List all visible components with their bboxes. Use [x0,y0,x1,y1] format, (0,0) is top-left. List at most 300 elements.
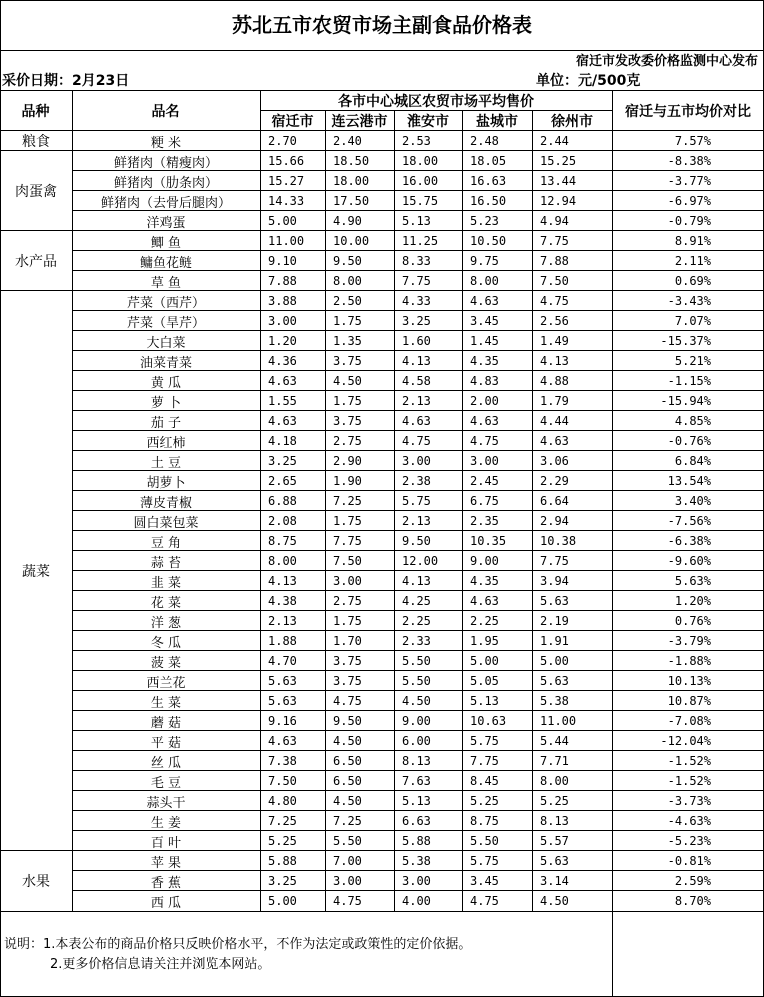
price-cell: 2.33 [402,634,431,648]
price-cell: 4.50 [333,734,362,748]
price-cell: 2.56 [540,314,569,328]
price-cell: 16.63 [470,174,507,188]
item-name: 芹菜（西芹） [126,295,205,311]
item-name: 鲜猪肉（肋条肉） [113,175,218,191]
item-name: 鲜猪肉（去骨后腿肉） [100,195,231,211]
compare-cell: -6.38% [667,534,711,548]
grid-line [72,350,764,351]
price-cell: 15.27 [268,174,305,188]
grid-line [72,710,764,711]
price-cell: 1.88 [268,634,297,648]
price-cell: 4.50 [333,794,362,808]
price-cell: 4.13 [402,354,431,368]
grid-line [72,890,764,891]
grid-line [72,550,764,551]
grid-line [72,770,764,771]
price-cell: 12.94 [540,194,577,208]
compare-cell: -3.73% [667,794,711,808]
price-cell: 2.19 [540,614,569,628]
price-cell: 2.13 [402,514,431,528]
price-cell: 5.88 [268,854,297,868]
price-cell: 5.75 [402,494,431,508]
grid-line [260,110,612,111]
item-name: 香 蕉 [150,875,182,891]
price-cell: 3.25 [268,874,297,888]
price-cell: 4.50 [402,694,431,708]
price-cell: 6.50 [333,774,362,788]
compare-cell: 2.11% [674,254,711,268]
price-cell: 2.40 [333,134,362,148]
price-cell: 7.00 [333,854,362,868]
price-cell: 4.13 [268,574,297,588]
price-cell: 8.00 [268,554,297,568]
category-cell: 水果 [22,874,50,890]
price-cell: 5.23 [470,214,499,228]
compare-cell: 5.21% [674,354,711,368]
price-cell: 6.63 [402,814,431,828]
price-cell: 8.75 [268,534,297,548]
price-cell: 2.94 [540,514,569,528]
price-cell: 4.38 [268,594,297,608]
price-cell: 1.75 [333,314,362,328]
note-line-1: 说明：1.本表公布的商品价格只反映价格水平，不作为法定或政策性的定价依据。 [4,937,472,952]
item-name: 鲜猪肉（精瘦肉） [113,155,218,171]
price-cell: 4.75 [540,294,569,308]
category-cell: 粮食 [22,134,50,150]
publisher-label: 宿迁市发改委价格监测中心发布 [575,54,758,69]
price-cell: 3.00 [402,874,431,888]
price-cell: 3.88 [268,294,297,308]
compare-cell: -5.23% [667,834,711,848]
compare-cell: -0.76% [667,434,711,448]
price-cell: 4.00 [402,894,431,908]
price-cell: 7.75 [402,274,431,288]
grid-line [72,590,764,591]
price-cell: 5.50 [470,834,499,848]
price-cell: 6.00 [402,734,431,748]
price-cell: 3.94 [540,574,569,588]
price-cell: 3.00 [268,314,297,328]
compare-cell: 0.76% [674,614,711,628]
price-cell: 8.45 [470,774,499,788]
grid-line [72,670,764,671]
price-cell: 1.35 [333,334,362,348]
price-cell: 8.13 [402,754,431,768]
price-cell: 4.70 [268,654,297,668]
price-cell: 1.91 [540,634,569,648]
price-cell: 9.50 [333,714,362,728]
compare-cell: -3.79% [667,634,711,648]
price-cell: 10.35 [470,534,507,548]
price-cell: 15.66 [268,154,305,168]
grid-line [72,450,764,451]
grid-line [72,730,764,731]
header-city: 徐州市 [551,113,593,130]
price-cell: 1.79 [540,394,569,408]
price-cell: 10.63 [470,714,507,728]
price-cell: 12.00 [402,554,439,568]
price-cell: 2.44 [540,134,569,148]
header-city: 淮安市 [407,113,449,130]
header-price-group: 各市中心城区农贸市场平均售价 [338,93,534,110]
price-cell: 7.25 [333,814,362,828]
price-cell: 5.75 [470,734,499,748]
price-cell: 4.63 [540,434,569,448]
price-cell: 2.25 [402,614,431,628]
price-cell: 8.00 [540,774,569,788]
price-cell: 4.83 [470,374,499,388]
item-name: 草 鱼 [150,275,182,291]
grid-line [0,850,764,851]
price-cell: 4.63 [470,594,499,608]
price-cell: 2.00 [470,394,499,408]
item-name: 芹菜（旱芹） [126,315,205,331]
grid-line [72,90,73,911]
price-cell: 2.38 [402,474,431,488]
item-name: 圆白菜包菜 [133,515,199,531]
price-cell: 5.13 [402,214,431,228]
header-category: 品种 [21,103,50,120]
price-cell: 7.75 [333,534,362,548]
grid-line [72,370,764,371]
price-cell: 5.13 [470,694,499,708]
grid-line [72,430,764,431]
compare-cell: -0.79% [667,214,711,228]
price-cell: 2.75 [333,594,362,608]
price-cell: 4.90 [333,214,362,228]
item-name: 西兰花 [146,675,186,691]
compare-cell: 0.69% [674,274,711,288]
grid-line [72,690,764,691]
price-cell: 3.75 [333,354,362,368]
price-cell: 3.75 [333,414,362,428]
price-cell: 1.95 [470,634,499,648]
item-name: 薄皮青椒 [139,495,192,511]
price-cell: 8.75 [470,814,499,828]
price-cell: 5.75 [470,854,499,868]
grid-line [72,630,764,631]
compare-cell: 1.20% [674,594,711,608]
grid-line [72,510,764,511]
price-cell: 2.53 [402,134,431,148]
price-cell: 4.58 [402,374,431,388]
grid-line [260,90,261,911]
price-cell: 2.65 [268,474,297,488]
price-cell: 5.50 [402,674,431,688]
price-cell: 3.14 [540,874,569,888]
item-name: 洋 葱 [150,615,182,631]
price-cell: 5.63 [540,594,569,608]
item-name: 洋鸡蛋 [146,215,186,231]
item-name: 冬 瓜 [150,635,182,651]
compare-cell: -15.37% [660,334,711,348]
price-cell: 5.63 [540,854,569,868]
price-cell: 5.38 [402,854,431,868]
price-cell: 7.25 [268,814,297,828]
compare-cell: 13.54% [667,474,711,488]
price-cell: 7.50 [268,774,297,788]
header-city: 宿迁市 [271,113,314,130]
item-name: 菠 菜 [150,655,182,671]
compare-cell: -1.52% [667,754,711,768]
price-cell: 5.88 [402,834,431,848]
price-cell: 4.33 [402,294,431,308]
compare-cell: 10.87% [667,694,711,708]
price-cell: 2.48 [470,134,499,148]
price-cell: 5.25 [470,794,499,808]
price-cell: 13.44 [540,174,577,188]
price-cell: 5.25 [268,834,297,848]
price-cell: 4.44 [540,414,569,428]
price-cell: 7.75 [540,554,569,568]
price-cell: 5.00 [268,214,297,228]
header-name: 品名 [151,103,180,120]
item-name: 蘑 菇 [150,715,182,731]
price-cell: 6.88 [268,494,297,508]
price-cell: 4.75 [470,434,499,448]
price-cell: 3.75 [333,674,362,688]
grid-line [72,490,764,491]
compare-cell: 7.57% [674,134,711,148]
sheet-title: 苏北五市农贸市场主副食品价格表 [232,13,532,37]
price-cell: 15.25 [540,154,577,168]
price-cell: 1.60 [402,334,431,348]
item-name: 萝 卜 [150,395,182,411]
compare-cell: -1.88% [667,654,711,668]
price-cell: 2.13 [402,394,431,408]
price-cell: 5.00 [540,654,569,668]
price-cell: 2.70 [268,134,297,148]
price-cell: 7.38 [268,754,297,768]
price-cell: 5.25 [540,794,569,808]
compare-cell: 8.91% [674,234,711,248]
grid-line [72,750,764,751]
price-cell: 4.13 [540,354,569,368]
grid-line [72,870,764,871]
price-cell: 3.75 [333,654,362,668]
price-cell: 3.06 [540,454,569,468]
grid-line [72,610,764,611]
item-name: 丝 瓜 [150,755,182,771]
price-cell: 1.70 [333,634,362,648]
item-name: 韭 菜 [150,575,182,591]
price-cell: 5.00 [470,654,499,668]
grid-line [72,650,764,651]
price-cell: 14.33 [268,194,305,208]
category-cell: 肉蛋禽 [15,184,57,200]
grid-line [72,790,764,791]
price-cell: 4.35 [470,574,499,588]
price-cell: 4.63 [470,294,499,308]
price-cell: 8.33 [402,254,431,268]
grid-line [0,50,764,51]
price-cell: 9.75 [470,254,499,268]
price-cell: 3.00 [333,574,362,588]
price-cell: 9.10 [268,254,297,268]
item-name: 胡萝卜 [146,475,186,491]
item-name: 生 菜 [150,695,182,711]
price-cell: 2.90 [333,454,362,468]
grid-line [72,810,764,811]
price-cell: 9.50 [402,534,431,548]
item-name: 毛 豆 [150,775,182,791]
price-cell: 18.00 [333,174,370,188]
item-name: 大白菜 [146,335,186,351]
price-cell: 9.16 [268,714,297,728]
price-cell: 7.50 [333,554,362,568]
grid-line [462,110,463,911]
survey-date: 采价日期：2月23日 [2,73,130,89]
price-cell: 3.00 [470,454,499,468]
item-name: 蒜头干 [146,795,186,811]
price-cell: 5.57 [540,834,569,848]
compare-cell: -7.08% [667,714,711,728]
compare-cell: 2.59% [674,874,711,888]
price-cell: 4.80 [268,794,297,808]
compare-cell: -4.63% [667,814,711,828]
compare-cell: -0.81% [667,854,711,868]
price-cell: 18.50 [333,154,370,168]
price-cell: 2.75 [333,434,362,448]
item-name: 茄 子 [150,415,182,431]
grid-line [72,190,764,191]
price-cell: 10.50 [470,234,507,248]
price-cell: 4.35 [470,354,499,368]
compare-cell: -3.77% [667,174,711,188]
item-name: 油菜青菜 [139,355,192,371]
price-cell: 6.50 [333,754,362,768]
compare-cell: 4.85% [674,414,711,428]
price-cell: 5.05 [470,674,499,688]
price-cell: 3.25 [268,454,297,468]
item-name: 生 姜 [150,815,182,831]
price-cell: 15.75 [402,194,439,208]
compare-cell: -15.94% [660,394,711,408]
price-cell: 8.13 [540,814,569,828]
item-name: 百 叶 [150,835,182,851]
price-cell: 9.00 [402,714,431,728]
grid-line [72,390,764,391]
compare-cell: -1.52% [667,774,711,788]
price-cell: 6.75 [470,494,499,508]
price-cell: 4.88 [540,374,569,388]
category-cell: 蔬菜 [22,564,50,580]
price-cell: 4.63 [268,374,297,388]
compare-cell: -9.60% [667,554,711,568]
price-cell: 16.50 [470,194,507,208]
price-cell: 1.20 [268,334,297,348]
price-cell: 7.75 [470,754,499,768]
price-cell: 4.75 [333,694,362,708]
grid-line [0,0,764,1]
grid-line [325,110,326,911]
item-name: 粳 米 [150,135,182,151]
price-cell: 5.50 [333,834,362,848]
price-cell: 11.25 [402,234,439,248]
price-cell: 2.08 [268,514,297,528]
compare-cell: 3.40% [674,494,711,508]
grid-line [72,310,764,311]
grid-line [0,290,764,291]
item-name: 黄 瓜 [150,375,182,391]
grid-line [72,410,764,411]
price-cell: 7.25 [333,494,362,508]
price-cell: 3.00 [402,454,431,468]
grid-line [72,830,764,831]
price-cell: 4.63 [268,734,297,748]
compare-cell: -1.15% [667,374,711,388]
price-cell: 1.45 [470,334,499,348]
price-cell: 11.00 [268,234,305,248]
compare-cell: 5.63% [674,574,711,588]
price-cell: 4.36 [268,354,297,368]
price-cell: 2.13 [268,614,297,628]
price-cell: 1.55 [268,394,297,408]
compare-cell: 7.07% [674,314,711,328]
price-cell: 4.50 [333,374,362,388]
item-name: 花 菜 [150,595,182,611]
grid-line [0,230,764,231]
price-cell: 5.63 [268,674,297,688]
header-compare: 宿迁与五市均价对比 [625,103,751,120]
price-cell: 4.25 [402,594,431,608]
price-cell: 9.50 [333,254,362,268]
price-cell: 5.63 [540,674,569,688]
price-cell: 16.00 [402,174,439,188]
grid-line [532,110,533,911]
grid-line [72,530,764,531]
unit-label: 单位：元/500克 [536,73,641,89]
price-cell: 2.35 [470,514,499,528]
price-cell: 1.75 [333,614,362,628]
price-cell: 4.63 [402,414,431,428]
grid-line [0,130,764,131]
price-cell: 5.50 [402,654,431,668]
price-cell: 1.75 [333,394,362,408]
compare-cell: -6.97% [667,194,711,208]
item-name: 蒜 苔 [150,555,182,571]
price-cell: 2.50 [333,294,362,308]
compare-cell: 6.84% [674,454,711,468]
compare-cell: -7.56% [667,514,711,528]
price-cell: 4.75 [470,894,499,908]
grid-line [72,470,764,471]
price-cell: 3.45 [470,874,499,888]
price-cell: 4.50 [540,894,569,908]
price-cell: 3.00 [333,874,362,888]
price-cell: 2.29 [540,474,569,488]
price-cell: 4.63 [470,414,499,428]
price-cell: 1.90 [333,474,362,488]
price-cell: 7.71 [540,754,569,768]
item-name: 西红柿 [146,435,186,451]
price-cell: 4.18 [268,434,297,448]
item-name: 西 瓜 [150,895,182,911]
price-cell: 7.88 [268,274,297,288]
grid-line [72,270,764,271]
grid-line [612,911,613,997]
price-cell: 1.75 [333,514,362,528]
price-cell: 4.75 [402,434,431,448]
price-cell: 5.13 [402,794,431,808]
item-name: 鳙鱼花鲢 [139,255,192,271]
price-cell: 3.25 [402,314,431,328]
grid-line [72,210,764,211]
price-cell: 1.49 [540,334,569,348]
price-cell: 5.00 [268,894,297,908]
price-cell: 2.25 [470,614,499,628]
price-cell: 11.00 [540,714,577,728]
